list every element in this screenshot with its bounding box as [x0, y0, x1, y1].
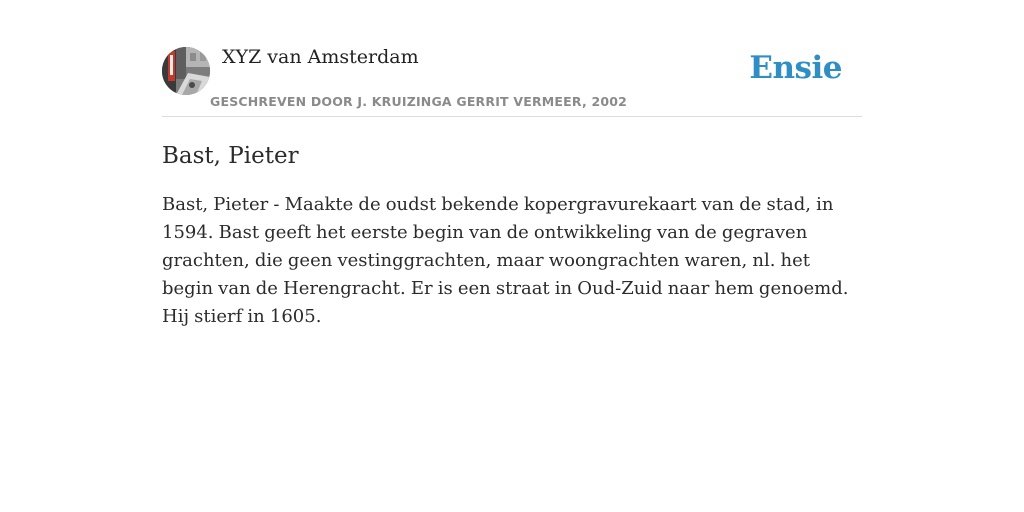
entry-description: Bast, Pieter - Maakte de oudst bekende kopergravurekaart van de stad, in 1594. Bast geeft het eerste begin van de ontwikkeling van de gegraven grachten, die geen vestinggrachten, maar woongrachten waren, nl. het begin van de Herengracht. Er is een straat in Oud-Zuid naar hem genoemd. Hij stierf in 1605.: [162, 194, 849, 327]
ensie-logo-link[interactable]: Ensie: [749, 50, 842, 86]
entry-title: Bast, Pieter: [162, 143, 299, 169]
author-byline: GESCHREVEN DOOR J. KRUIZINGA GERRIT VERMEER, 2002: [210, 94, 628, 109]
book-cover-avatar[interactable]: [162, 47, 210, 95]
entry-header: [162, 44, 862, 117]
street-photo-icon: [162, 47, 210, 95]
entry-card: [162, 44, 862, 331]
site-title[interactable]: XYZ van Amsterdam: [222, 46, 419, 68]
